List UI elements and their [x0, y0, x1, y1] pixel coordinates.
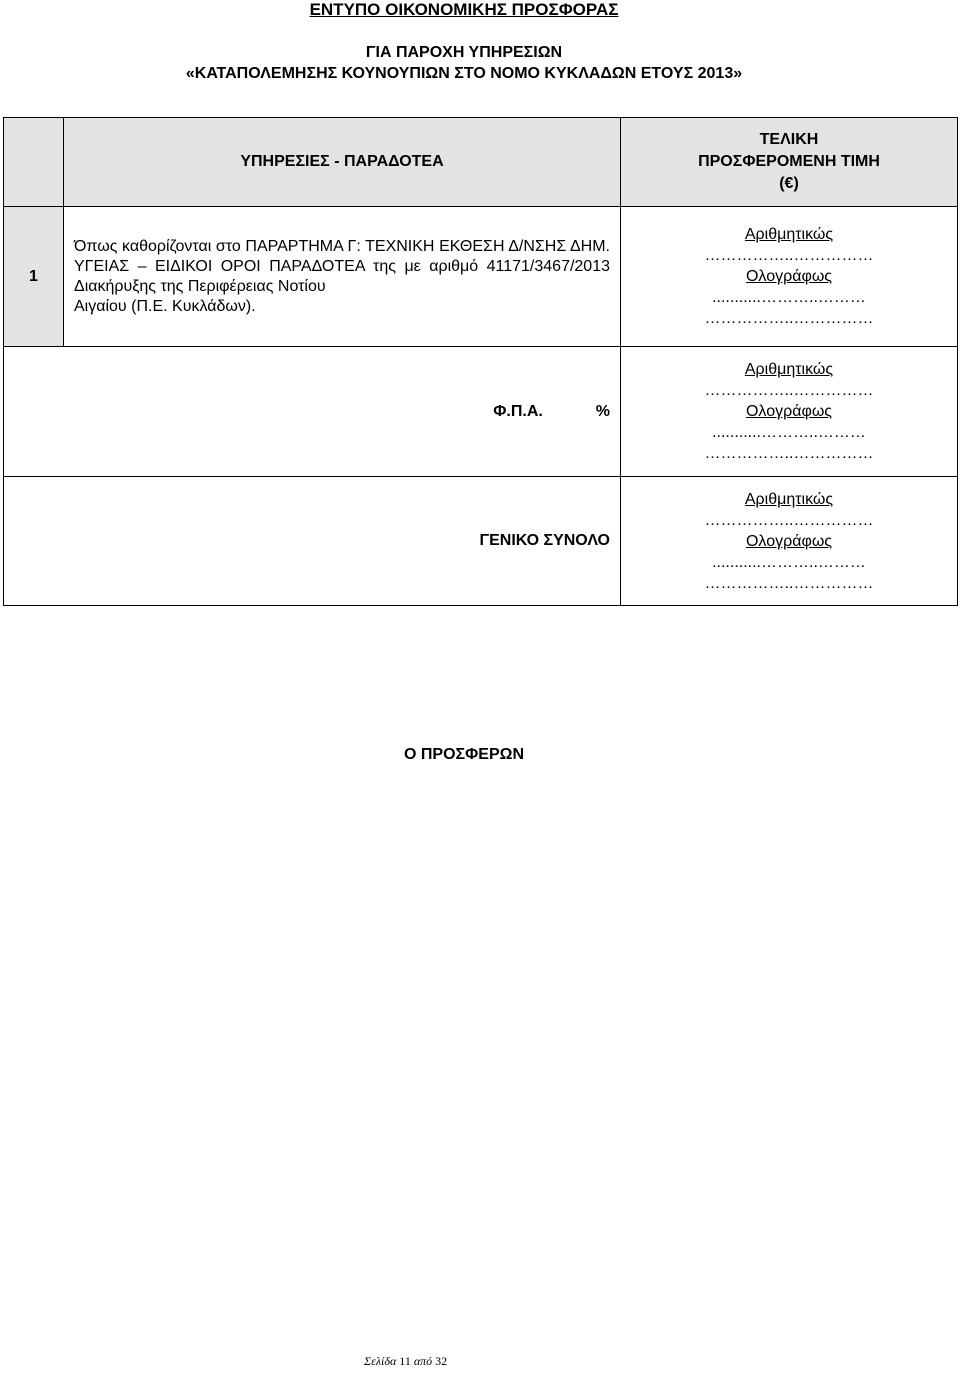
price-numeric-label: Αριθμητικώς [744, 226, 834, 243]
total-label-cell [4, 477, 621, 606]
total-words-label: Ολογράφως [745, 532, 833, 550]
page-footer [364, 1354, 447, 1369]
table-row-total [4, 477, 958, 606]
subtitle-line-2: «ΚΑΤΑΠΟΛΕΜΗΣΗΣ ΚΟΥΝΟΥΠΙΩΝ ΣΤΟ ΝΟΜΟ ΚΥΚΛΑΔΩΝ ΕΤΟΥΣ 2013» [185, 65, 743, 82]
vat-words-dots-1: ...........………..……… [712, 424, 866, 441]
total-words-dots-1: ...........………..……… [712, 553, 866, 571]
vat-label: Φ.Π.Α. [493, 402, 543, 420]
vat-label-cell [4, 347, 621, 477]
row-description-cell [64, 207, 621, 347]
footer-of-word: από [413, 1354, 433, 1368]
row-number: 1 [29, 267, 38, 285]
footer-page-total: 32 [435, 1354, 448, 1368]
offerer-label: Ο ΠΡΟΣΦΕΡΩΝ [403, 746, 525, 763]
vat-numeric-dots: ……………..…………… [704, 382, 874, 399]
total-words-dots-2: ……………..…………… [704, 574, 874, 592]
row-description-last-line: Αιγαίου (Π.Ε. Κυκλάδων). [74, 297, 256, 315]
subtitle-line-1: ΓΙΑ ΠΑΡΟΧΗ ΥΠΗΡΕΣΙΩΝ [365, 44, 563, 61]
table-row-item [4, 207, 958, 347]
footer-page-word: Σελίδα [364, 1354, 397, 1368]
offer-table [3, 117, 958, 606]
header-price-line-3: (€) [779, 175, 799, 192]
price-words-dots-2: ……………..…………… [704, 310, 874, 327]
document-title: ΕΝΤΥΠΟ ΟΙΚΟΝΟΜΙΚΗΣ ΠΡΟΣΦΟΡΑΣ [309, 0, 619, 19]
total-numeric-label: Αριθμητικώς [744, 490, 834, 508]
price-numeric-dots: ……………..…………… [704, 247, 874, 264]
vat-words-dots-2: ……………..…………… [704, 445, 874, 462]
total-numeric-dots: ……………..…………… [704, 511, 874, 529]
vat-numeric-label: Αριθμητικώς [744, 361, 834, 378]
header-price-line-2: ΠΡΟΣΦΕΡΟΜΕΝΗ ΤΙΜΗ [698, 153, 880, 170]
header-services: ΥΠΗΡΕΣΙΕΣ - ΠΑΡΑΔΟΤΕΑ [240, 153, 444, 170]
price-words-label: Ολογράφως [745, 268, 833, 285]
vat-percent: % [595, 402, 610, 420]
header-price-line-1: ΤΕΛΙΚΗ [759, 131, 819, 148]
footer-page-number: 11 [399, 1354, 411, 1368]
vat-words-label: Ολογράφως [745, 403, 833, 420]
row-number-cell [4, 207, 64, 347]
table-row-vat [4, 347, 958, 477]
header-number-cell [4, 118, 64, 207]
total-label: ΓΕΝΙΚΟ ΣΥΝΟΛΟ [479, 532, 610, 549]
header-price-cell [621, 118, 958, 207]
header-services-cell [64, 118, 621, 207]
row-description: Όπως καθορίζονται στο ΠΑΡΑΡΤΗΜΑ Γ: ΤΕΧΝΙΚΗ ΕΚΘΕΣΗ Δ/ΝΣΗΣ ΔΗΜ. ΥΓΕΙΑΣ – ΕΙΔΙΚΟΙ ΟΡΟΙ ΠΑΡΑΔΟΤΕΑ της με αριθμό 41171/3467/2013 Διακήρυξης της Περιφέρειας Νοτίου [74, 237, 610, 295]
vat-price-cell [621, 347, 958, 477]
price-words-dots-1: ...........………..……… [712, 289, 866, 306]
table-header-row [4, 118, 958, 207]
total-price-cell [621, 477, 958, 606]
row-price-cell [621, 207, 958, 347]
